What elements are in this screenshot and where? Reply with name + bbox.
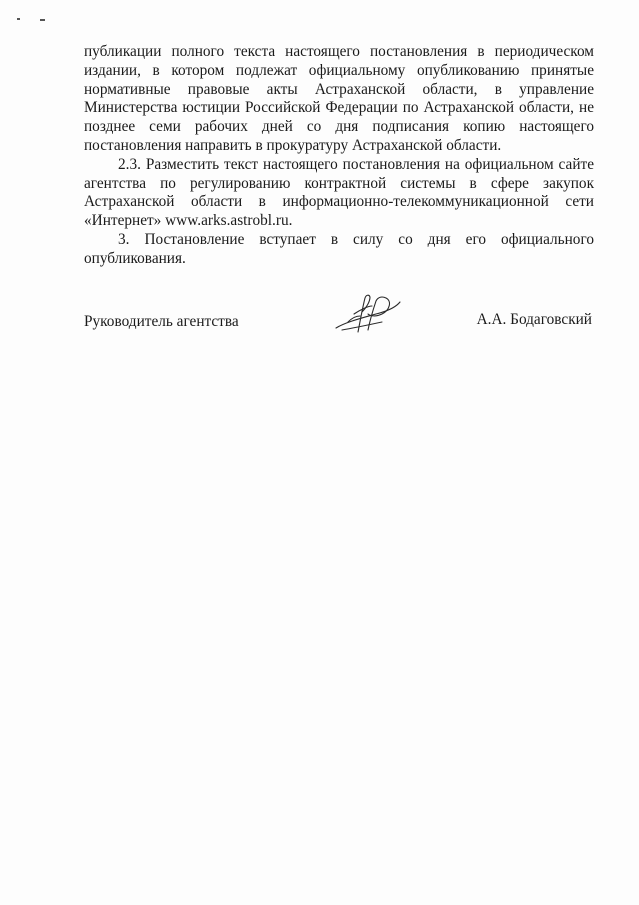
scan-artifact: [17, 18, 20, 20]
signatory-name: А.А. Бодаговский: [476, 311, 592, 328]
paragraph-continuation: публикации полного текста настоящего постановления в периодическом издании, в котором подлежат официальному опубликованию принятые нормативные правовые акты Астраханской области, в управление Министерства юстиции Российской Федерации по Астраханской области, не позднее семи рабочих дней со дня подписания копию настоящего постановления направить в прокуратуру Астраханской области.: [84, 43, 594, 154]
document-body: [84, 43, 594, 269]
handwritten-signature: [332, 292, 404, 336]
signature-block: [84, 292, 594, 342]
paragraph-item-2-3: 2.3. Разместить текст настоящего постановления на официальном сайте агентства по регулированию контрактной системы в сфере закупок Астраханской области в информационно-телекоммуникационной сети «Интернет» www.arks.astrobl.ru.: [84, 155, 594, 230]
scan-artifact: [40, 19, 45, 21]
paragraph-item-3: 3. Постановление вступает в силу со дня его официального опубликования.: [84, 230, 594, 267]
signatory-title: Руководитель агентства: [84, 313, 239, 330]
